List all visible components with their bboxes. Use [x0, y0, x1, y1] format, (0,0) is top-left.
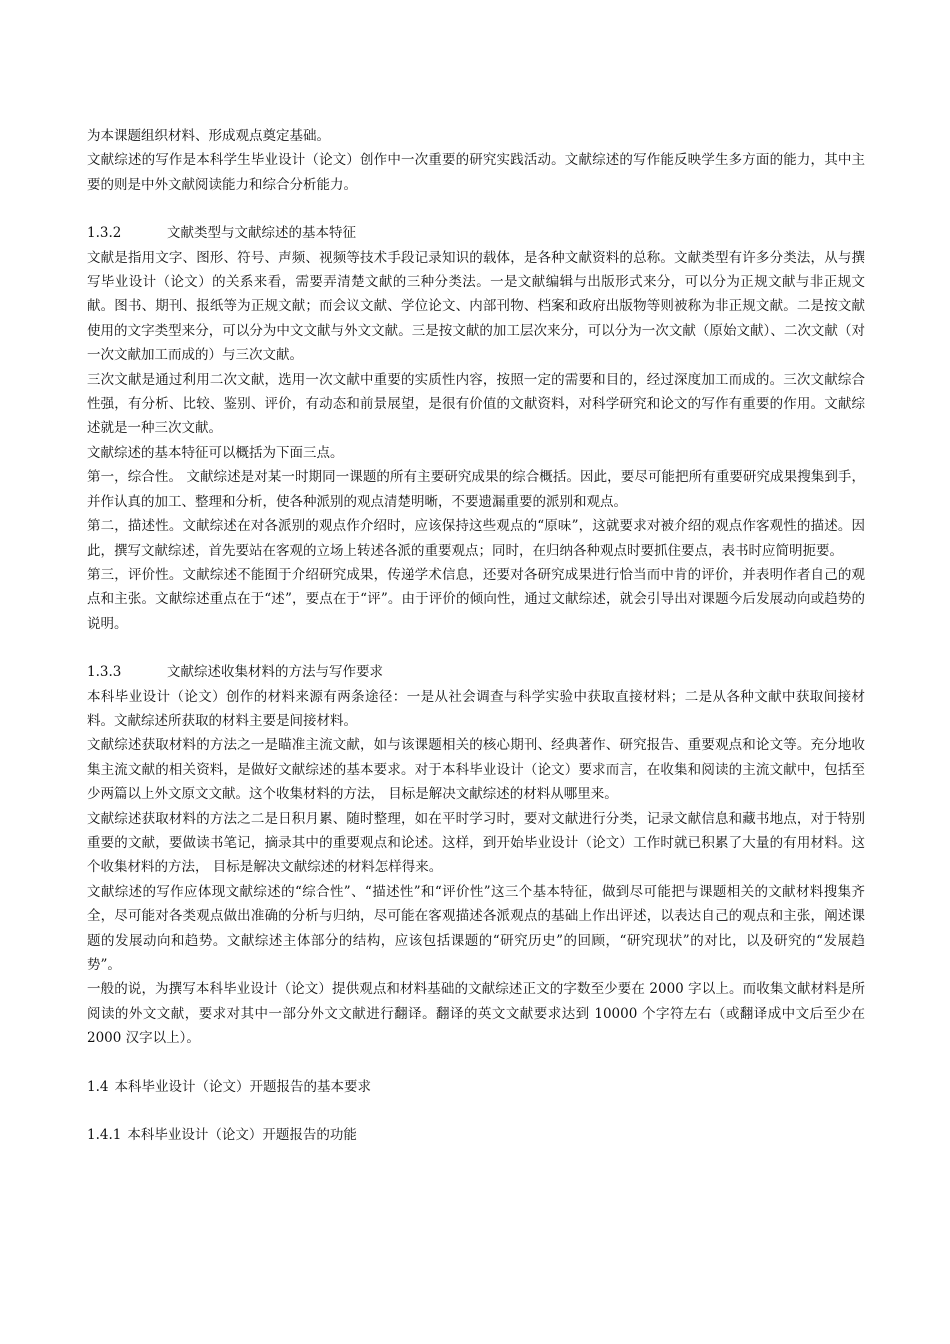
section-heading-1-3-2: [87, 221, 865, 245]
section-title: 本科毕业设计（论文）开题报告的基本要求: [114, 1078, 371, 1095]
paragraph: 第二，描述性。文献综述在对各派别的观点作介绍时，应该保持这些观点的“原味”，这就要求对被介绍的观点作客观性的描述。因此，撰写文献综述，首先要站在客观的立场上转述各派的重要观点；同时，在归纳各种观点时要抓住要点，表书时应简明扼要。: [87, 518, 865, 559]
paragraph: 三次文献是通过利用二次文献，选用一次文献中重要的实质性内容，按照一定的需要和目的，经过深度加工而成的。三次文献综合性强，有分析、比较、鉴别、评价，有动态和前景展望，是很有价值的文献资料，对科学研究和论文的写作有重要的作用。文献综述就是一种三次文献。: [87, 371, 865, 437]
paragraph: 为本课题组织材料、形成观点奠定基础。: [87, 128, 330, 144]
section-title: 文献类型与文献综述的基本特征: [167, 225, 356, 242]
section-number: 1.3.3: [87, 664, 122, 681]
section-gap: [87, 636, 865, 660]
section-number: 1.4.1: [87, 1127, 122, 1144]
paragraph: 文献综述获取材料的方法之二是日积月累、随时整理，如在平时学习时，要对文献进行分类，记录文献信息和藏书地点，对于特别重要的文献，要做读书笔记，摘录其中的重要观点和论述。这样，到开始毕业设计（论文）工作时就已积累了大量的有用材料。这个收集材料的方法， 目标是解决文献综述的材料怎样得来。: [87, 810, 865, 876]
section-heading-1-3-3: [87, 660, 865, 684]
section-title: 本科毕业设计（论文）开题报告的功能: [127, 1127, 357, 1144]
section-number: 1.4: [87, 1078, 109, 1095]
paragraph: 文献综述的基本特征可以概括为下面三点。: [87, 444, 344, 461]
paragraph: 第一，综合性。 文献综述是对某一时期同一课题的所有主要研究成果的综合概括。因此，要尽可能把所有重要研究成果搜集到手，并作认真的加工、整理和分析，使各种派别的观点清楚明晰，不要遗漏重要的派别和观点。: [87, 469, 865, 510]
document-page: [87, 124, 865, 1147]
paragraph: 文献是指用文字、图形、符号、声频、视频等技术手段记录知识的载体，是各种文献资料的总称。文献类型有许多分类法，从与撰写毕业设计（论文）的关系来看，需要弄清楚文献的三种分类法。一是文献编辑与出版形式来分，可以分为正规文献与非正规文献。图书、期刊、报纸等为正规文献；而会议文献、学位论文、内部刊物、档案和政府出版物等则被称为非正规文献。二是按文献使用的文字类型来分，可以分为中文文献与外文文献。三是按文献的加工层次来分，可以分为一次文献（原始文献）、二次文献（对一次文献加工而成的）与三次文献。: [87, 249, 865, 364]
section-heading-1-4-1: [87, 1123, 865, 1147]
paragraph: 本科毕业设计（论文）创作的材料来源有两条途径：一是从社会调查与科学实验中获取直接材料；二是从各种文献中获取间接材料。文献综述所获取的材料主要是间接材料。: [87, 688, 865, 729]
paragraph: 第三，评价性。文献综述不能囿于介绍研究成果，传递学术信息，还要对各研究成果进行恰当而中肯的评价，并表明作者自己的观点和主张。文献综述重点在于“述”，要点在于“评”。由于评价的倾向性，通过文献综述，就会引导出对课题今后发展动向或趋势的说明。: [87, 566, 865, 632]
section-heading-1-4: [87, 1075, 865, 1099]
paragraph: 文献综述的写作是本科学生毕业设计（论文）创作中一次重要的研究实践活动。文献综述的写作能反映学生多方面的能力，其中主要的则是中外文献阅读能力和综合分析能力。: [87, 152, 865, 193]
paragraph: 一般的说，为撰写本科毕业设计（论文）提供观点和材料基础的文献综述正文的字数至少要在 2000 字以上。而收集文献材料是所阅读的外文文献，要求对其中一部分外文文献进行翻译。翻译的英文文献要求达到 10000 个字符左右（或翻译成中文后至少在 2000 汉字以上）。: [87, 981, 865, 1047]
section-title: 文献综述收集材料的方法与写作要求: [167, 664, 383, 681]
paragraph: 文献综述的写作应体现文献综述的“综合性”、“描述性”和“评价性”这三个基本特征，做到尽可能把与课题相关的文献材料搜集齐全，尽可能对各类观点做出准确的分析与归纳，尽可能在客观描述各派观点的基础上作出评述，以表达自己的观点和主张，阐述课题的发展动向和趋势。文献综述主体部分的结构，应该包括课题的“研究历史”的回顾，“研究现状”的对比，以及研究的“发展趋势”。: [87, 883, 865, 973]
paragraph: 文献综述获取材料的方法之一是瞄准主流文献，如与该课题相关的核心期刊、经典著作、研究报告、重要观点和论文等。充分地收集主流文献的相关资料，是做好文献综述的基本要求。对于本科毕业设计（论文）要求而言，在收集和阅读的主流文献中，包括至少两篇以上外文原文文献。这个收集材料的方法， 目标是解决文献综述的材料从哪里来。: [87, 737, 865, 803]
section-gap: [87, 1051, 865, 1075]
section-number: 1.3.2: [87, 225, 122, 242]
section-gap: [87, 197, 865, 221]
section-gap: [87, 1099, 865, 1123]
